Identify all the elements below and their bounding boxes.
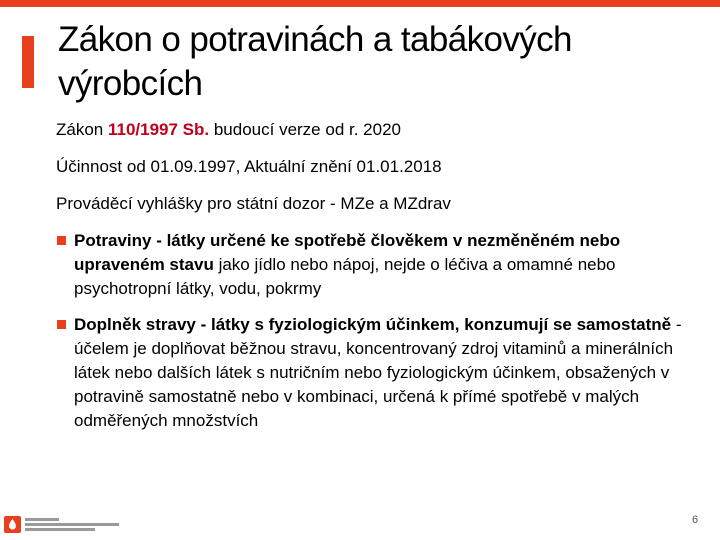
- slide-title: Zákon o potravinách a tabákových výrobcích: [58, 20, 572, 103]
- logo-badge-icon: [4, 516, 21, 533]
- law-number: 110/1997 Sb.: [107, 120, 210, 139]
- law-line: [56, 118, 706, 142]
- law-suffix: budoucí verze od r. 2020: [209, 120, 401, 139]
- square-bullet-icon: [57, 320, 66, 329]
- school-logo-icon: [4, 514, 124, 536]
- bullet-potraviny-text: jako jídlo nebo nápoj, nejde o léčiva a omamné nebo psychotropní látky, vodu, pokrmy: [74, 255, 616, 298]
- bullet-doplnek-text: - účelem je doplňovat běžnou stravu, koncentrovaný zdroj vitaminů a minerálních látek nebo dalších látek s nutričním nebo fyziologickým účinkem, obsažených v potravině samostatně nebo v kombinaci, určená k přímé spotřebě v malých odměřených množstvích: [74, 315, 682, 430]
- bullet-doplnek-stravy: [56, 313, 706, 433]
- logo-text-lines: [25, 518, 121, 533]
- page-number: 6: [692, 514, 699, 526]
- regulations-line: Prováděcí vyhlášky pro státní dozor - MZe a MZdrav: [56, 194, 451, 213]
- square-bullet-icon: [57, 236, 66, 245]
- law-prefix: Zákon: [56, 120, 108, 139]
- effective-date-line: Účinnost od 01.09.1997, Aktuální znění 01.01.2018: [56, 157, 442, 176]
- bullet-doplnek-term: Doplněk stravy - látky s fyziologickým účinkem, konzumují se samostatně: [74, 315, 672, 334]
- bullet-potraviny: [56, 229, 706, 301]
- flame-icon: [4, 516, 21, 533]
- bullet-potraviny-term: Potraviny - látky určené ke spotřebě člověkem v nezměněném nebo upraveném stavu: [74, 231, 621, 274]
- top-accent-bar: [0, 0, 720, 7]
- slide-body: [56, 118, 706, 445]
- title-accent-bar: [22, 36, 34, 88]
